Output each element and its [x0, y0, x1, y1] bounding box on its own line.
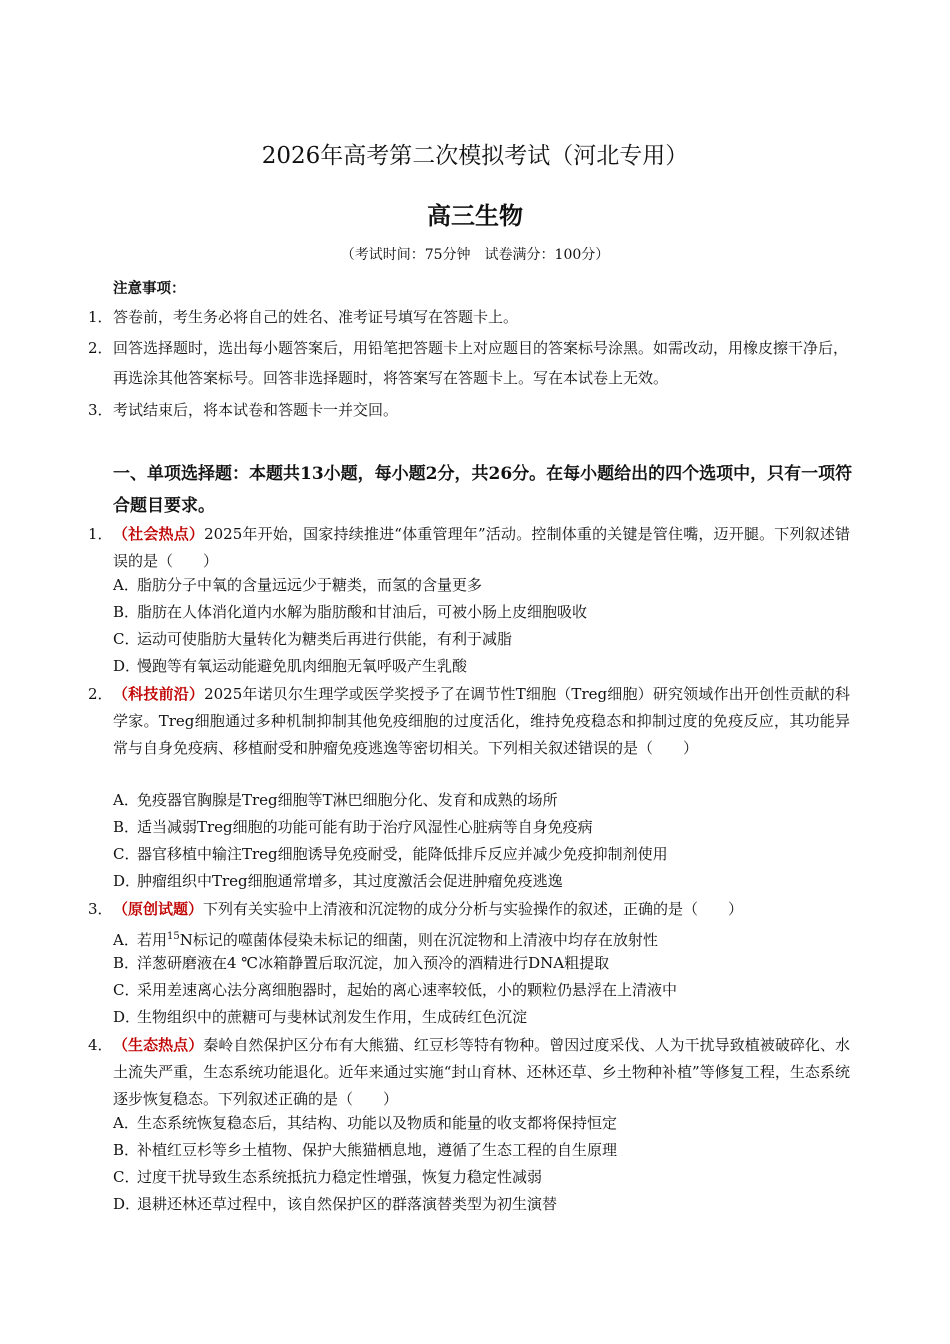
option-text: 免疫器官胸腺是Treg细胞等T淋巴细胞分化、发育和成熟的场所 — [137, 791, 558, 809]
note-item — [88, 333, 858, 393]
option-label: B． — [113, 603, 140, 621]
option-label: A． — [113, 931, 139, 949]
option-label: D． — [113, 1195, 141, 1213]
note-number: 3． — [88, 401, 113, 419]
question-stem — [113, 1032, 850, 1113]
option-label: A． — [113, 576, 139, 594]
option-b — [113, 950, 853, 977]
note-number: 1． — [88, 308, 113, 326]
exam-title: 2026年高考第二次模拟考试（河北专用） — [261, 143, 689, 169]
option-d — [113, 653, 853, 680]
option-text: 脂肪在人体消化道内水解为脂肪酸和甘油后，可被小肠上皮细胞吸收 — [137, 603, 588, 621]
question-text: 秦岭自然保护区分布有大熊猫、红豆杉等特有物种。曾因过度采伐、人为干扰导致植被破碎化、水土流失严重，生态系统功能退化。近年来通过实施“封山育林、还林还草、乡土物种补植”等修复工程，生态系统逐步恢复稳态。下列叙述正确的是（ ） — [113, 1036, 850, 1108]
option-text: 洋葱研磨液在4 ℃冰箱静置后取沉淀，加入预冷的酒精进行DNA粗提取 — [137, 954, 610, 972]
option-label: A． — [113, 791, 139, 809]
notes-heading: 注意事项： — [113, 280, 186, 297]
question-tag: （原创试题） — [113, 900, 204, 918]
question-tag: （科技前沿） — [113, 685, 205, 703]
question-text: 2025年开始，国家持续推进“体重管理年”活动。控制体重的关键是管住嘴，迈开腿。下列叙述错误的是（ ） — [113, 525, 850, 570]
note-item — [88, 302, 858, 332]
question-3 — [88, 896, 850, 923]
note-number: 2． — [88, 339, 113, 357]
question-2 — [88, 681, 850, 762]
option-text: 生物组织中的蔗糖可与斐林试剂发生作用，生成砖红色沉淀 — [137, 1008, 528, 1026]
option-text: 采用差速离心法分离细胞器时，起始的离心速率较低，小的颗粒仍悬浮在上清液中 — [137, 981, 678, 999]
option-label: C． — [113, 1168, 140, 1186]
option-c — [113, 841, 853, 868]
option-a — [113, 787, 853, 814]
question-stem — [113, 896, 850, 923]
option-text: 运动可使脂肪大量转化为糖类后再进行供能，有利于减脂 — [137, 630, 513, 648]
question-tag: （社会热点） — [113, 525, 205, 543]
option-label: D． — [113, 872, 141, 890]
option-a — [113, 1110, 853, 1137]
question-text: 2025年诺贝尔生理学或医学奖授予了在调节性T细胞（Treg细胞）研究领域作出开创性贡献的科学家。Treg细胞通过多种机制抑制其他免疫细胞的过度活化，维持免疫稳态和抑制过度的免疫反应，其功能异常与自身免疫病、移植耐受和肿瘤免疫逃逸等密切相关。下列相关叙述错误的是（ ） — [113, 685, 850, 757]
option-text: N标记的噬菌体侵染未标记的细菌，则在沉淀物和上清液中均存在放射性 — [179, 931, 658, 949]
question-1 — [88, 521, 850, 575]
option-c — [113, 626, 853, 653]
option-c — [113, 1164, 853, 1191]
option-label: B． — [113, 818, 140, 836]
question-stem — [113, 681, 850, 762]
option-text: 脂肪分子中氧的含量远远少于糖类，而氢的含量更多 — [137, 576, 483, 594]
note-text: 考试结束后，将本试卷和答题卡一并交回。 — [113, 401, 399, 419]
question-number: 1． — [88, 525, 113, 543]
subject-title: 高三生物 — [427, 201, 523, 230]
question-stem — [113, 521, 850, 575]
option-c — [113, 977, 853, 1004]
section-title: 一、单项选择题：本题共13小题，每小题2分，共26分。在每小题给出的四个选项中，只有一项符合题目要求。 — [113, 464, 853, 516]
question-tag: （生态热点） — [113, 1036, 204, 1054]
question-number: 2． — [88, 685, 113, 703]
option-label: D． — [113, 657, 141, 675]
option-label: D． — [113, 1008, 141, 1026]
option-d — [113, 1191, 853, 1218]
option-text: 慢跑等有氧运动能避免肌肉细胞无氧呼吸产生乳酸 — [137, 657, 468, 675]
exam-meta: （考试时间：75分钟 试卷满分：100分） — [340, 247, 610, 263]
option-label: B． — [113, 1141, 140, 1159]
option-d — [113, 1004, 853, 1031]
option-b — [113, 599, 853, 626]
option-text: 退耕还林还草过程中，该自然保护区的群落演替类型为初生演替 — [137, 1195, 558, 1213]
option-text: 肿瘤组织中Treg细胞通常增多，其过度激活会促进肿瘤免疫逃逸 — [137, 872, 563, 890]
option-text: 补植红豆杉等乡土植物、保护大熊猫栖息地，遵循了生态工程的自生原理 — [137, 1141, 618, 1159]
option-text: 适当减弱Treg细胞的功能可能有助于治疗风湿性心脏病等自身免疫病 — [137, 818, 593, 836]
option-b — [113, 814, 853, 841]
note-text: 答卷前，考生务必将自己的姓名、准考证号填写在答题卡上。 — [113, 308, 519, 326]
option-label: B． — [113, 954, 140, 972]
question-4 — [88, 1032, 850, 1113]
option-label: C． — [113, 630, 140, 648]
option-d — [113, 868, 853, 895]
option-b — [113, 1137, 853, 1164]
option-text: 器官移植中输注Treg细胞诱导免疫耐受，能降低排斥反应并减少免疫抑制剂使用 — [137, 845, 668, 863]
note-item — [88, 395, 858, 425]
option-text: 生态系统恢复稳态后，其结构、功能以及物质和能量的收支都将保持恒定 — [137, 1114, 618, 1132]
option-label: A． — [113, 1114, 139, 1132]
option-text-prefix: 若用 — [137, 931, 168, 949]
option-a — [113, 572, 853, 599]
question-number: 4． — [88, 1036, 113, 1054]
question-text: 下列有关实验中上清液和沉淀物的成分分析与实验操作的叙述，正确的是（ ） — [203, 900, 744, 918]
option-label: C． — [113, 845, 140, 863]
option-label: C． — [113, 981, 140, 999]
note-text: 回答选择题时，选出每小题答案后，用铅笔把答题卡上对应题目的答案标号涂黑。如需改动，用橡皮擦干净后，再选涂其他答案标号。回答非选择题时，将答案写在答题卡上。写在本试卷上无效。 — [113, 339, 849, 387]
option-text: 过度干扰导致生态系统抵抗力稳定性增强，恢复力稳定性减弱 — [137, 1168, 543, 1186]
question-number: 3． — [88, 900, 113, 918]
isotope-superscript: 15 — [167, 931, 180, 942]
